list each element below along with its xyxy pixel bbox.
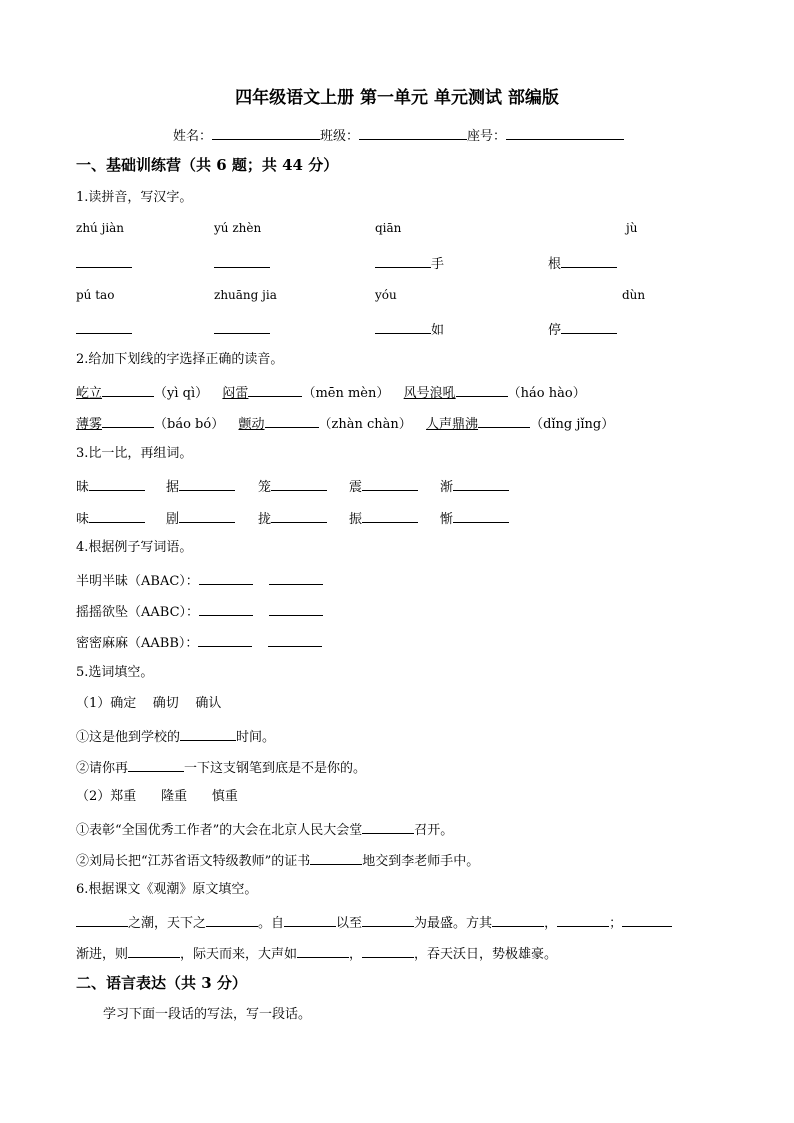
seat-field[interactable] xyxy=(506,126,624,140)
q3-prompt: 3.比一比，再组词。 xyxy=(76,446,193,461)
passage-text: 以至 xyxy=(336,916,363,931)
answer-blank[interactable] xyxy=(180,727,236,741)
sentence-text: ①表彰“全国优秀工作者”的大会在北京人民大会堂 xyxy=(76,823,363,838)
q6-line-2 xyxy=(76,944,557,963)
seat-label: 座号： xyxy=(467,129,507,144)
passage-text: ，吞天沃日，势极雄豪。 xyxy=(414,947,558,962)
answer-blank[interactable] xyxy=(198,633,252,647)
word-text: 风号浪吼 xyxy=(403,386,456,401)
pinyin-options: （yì qì） xyxy=(154,386,209,401)
passage-text: 之潮，天下之 xyxy=(128,916,207,931)
q5-prompt: 5.选词填空。 xyxy=(76,665,154,680)
q2-row-2 xyxy=(76,414,614,433)
word-text: 闷雷 xyxy=(222,386,249,401)
answer-blank[interactable] xyxy=(362,913,414,927)
pinyin-text: dùn xyxy=(622,288,646,302)
pinyin-text: yóu xyxy=(375,288,397,302)
character-text: 如 xyxy=(431,323,445,338)
answer-blank[interactable] xyxy=(76,254,132,268)
answer-blank[interactable] xyxy=(199,571,253,585)
answer-blank[interactable] xyxy=(248,383,302,397)
answer-blank[interactable] xyxy=(206,913,258,927)
pinyin-text: pú tao xyxy=(76,288,115,302)
pinyin-text: yú zhèn xyxy=(214,221,262,235)
example-word: 摇摇欲坠（AABC）： xyxy=(76,605,200,620)
answer-blank[interactable] xyxy=(89,477,145,491)
answer-blank[interactable] xyxy=(297,944,349,958)
q4-prompt: 4.根据例子写词语。 xyxy=(76,540,193,555)
pinyin-options: （báo bó） xyxy=(154,417,225,432)
answer-blank[interactable] xyxy=(128,758,184,772)
section-2-heading: 二、语言表达（共 3 分） xyxy=(76,974,247,992)
sentence-text: ②刘局长把“江苏省语文特级教师”的证书 xyxy=(76,854,311,869)
character-text: 笼 xyxy=(258,480,272,495)
sentence-text: 时间。 xyxy=(236,730,276,745)
answer-blank[interactable] xyxy=(456,383,508,397)
name-label: 姓名： xyxy=(173,129,213,144)
answer-blank[interactable] xyxy=(557,913,609,927)
character-text: 停 xyxy=(548,323,562,338)
passage-text: ， xyxy=(544,916,558,931)
sentence-text: 地交到李老师手中。 xyxy=(362,854,480,869)
passage-text: ， xyxy=(349,947,363,962)
pinyin-options: （háo hào） xyxy=(507,386,586,401)
character-text: 昧 xyxy=(76,480,90,495)
answer-blank[interactable] xyxy=(271,477,327,491)
pinyin-text: zhuāng jia xyxy=(214,288,277,302)
answer-blank[interactable] xyxy=(362,477,418,491)
section-2-prompt: 学习下面一段话的写法，写一段话。 xyxy=(103,1007,312,1022)
answer-blank[interactable] xyxy=(214,320,270,334)
example-word: 密密麻麻（AABB）： xyxy=(76,636,199,651)
character-text: 惭 xyxy=(440,512,454,527)
answer-blank[interactable] xyxy=(179,509,235,523)
passage-text: 为最盛。方其 xyxy=(414,916,493,931)
word-choices: （2）郑重 隆重 慎重 xyxy=(76,789,238,804)
answer-blank[interactable] xyxy=(179,477,235,491)
q2-row-1 xyxy=(76,383,586,402)
answer-blank[interactable] xyxy=(375,254,431,268)
pinyin-options: （dǐng jǐng） xyxy=(530,417,615,432)
class-label: 班级： xyxy=(320,129,360,144)
word-text: 颤动 xyxy=(238,417,265,432)
answer-blank[interactable] xyxy=(76,320,132,334)
name-field[interactable] xyxy=(212,126,320,140)
answer-blank[interactable] xyxy=(89,509,145,523)
answer-blank[interactable] xyxy=(478,414,530,428)
pinyin-options: （mēn mèn） xyxy=(302,386,390,401)
answer-blank[interactable] xyxy=(362,944,414,958)
q6-line-1 xyxy=(76,913,672,932)
answer-blank[interactable] xyxy=(492,913,544,927)
character-text: 根 xyxy=(548,257,562,272)
q2-prompt: 2.给加下划线的字选择正确的读音。 xyxy=(76,352,284,367)
answer-blank[interactable] xyxy=(453,509,509,523)
answer-blank[interactable] xyxy=(199,602,253,616)
word-text: 薄雾 xyxy=(76,417,103,432)
q6-prompt: 6.根据课文《观潮》原文填空。 xyxy=(76,882,258,897)
character-text: 剧 xyxy=(166,512,180,527)
answer-blank[interactable] xyxy=(375,320,431,334)
passage-text: ，际天而来，大声如 xyxy=(180,947,298,962)
answer-blank[interactable] xyxy=(269,602,323,616)
answer-blank[interactable] xyxy=(265,414,319,428)
passage-text: 。自 xyxy=(258,916,285,931)
answer-blank[interactable] xyxy=(453,477,509,491)
character-text: 手 xyxy=(431,257,445,272)
answer-blank[interactable] xyxy=(269,571,323,585)
pinyin-text: zhú jiàn xyxy=(76,221,125,235)
sentence-text: ②请你再 xyxy=(76,761,129,776)
answer-blank[interactable] xyxy=(128,944,180,958)
sentence-text: 一下这支钢笔到底是不是你的。 xyxy=(184,761,367,776)
character-text: 据 xyxy=(166,480,180,495)
passage-text: 渐进，则 xyxy=(76,947,129,962)
pinyin-text: jù xyxy=(626,221,638,235)
word-choices: （1）确定 确切 确认 xyxy=(76,696,222,711)
answer-blank[interactable] xyxy=(268,633,322,647)
answer-blank[interactable] xyxy=(214,254,270,268)
section-1-heading: 一、基础训练营（共 6 题；共 44 分） xyxy=(76,156,339,174)
student-info-row xyxy=(173,126,624,145)
q1-prompt: 1.读拼音，写汉字。 xyxy=(76,190,193,205)
answer-blank[interactable] xyxy=(102,383,154,397)
answer-blank[interactable] xyxy=(362,509,418,523)
class-field[interactable] xyxy=(359,126,467,140)
answer-blank[interactable] xyxy=(622,913,672,927)
answer-blank[interactable] xyxy=(561,320,617,334)
character-text: 味 xyxy=(76,512,90,527)
word-text: 屹立 xyxy=(76,386,103,401)
page-title: 四年级语文上册 第一单元 单元测试 部编版 xyxy=(235,88,559,108)
answer-blank[interactable] xyxy=(271,509,327,523)
answer-blank[interactable] xyxy=(102,414,154,428)
character-text: 震 xyxy=(349,480,363,495)
answer-blank[interactable] xyxy=(362,820,414,834)
character-text: 振 xyxy=(349,512,363,527)
sentence-text: ①这是他到学校的 xyxy=(76,730,181,745)
sentence-text: 召开。 xyxy=(414,823,454,838)
character-text: 拢 xyxy=(258,512,272,527)
character-text: 渐 xyxy=(440,480,454,495)
word-text: 人声鼎沸 xyxy=(426,417,479,432)
answer-blank[interactable] xyxy=(284,913,336,927)
passage-text: ； xyxy=(609,916,623,931)
answer-blank[interactable] xyxy=(76,913,128,927)
pinyin-text: qiān xyxy=(375,221,402,235)
answer-blank[interactable] xyxy=(561,254,617,268)
answer-blank[interactable] xyxy=(310,851,362,865)
pinyin-options: （zhàn chàn） xyxy=(318,417,412,432)
example-word: 半明半昧（ABAC）： xyxy=(76,574,199,589)
